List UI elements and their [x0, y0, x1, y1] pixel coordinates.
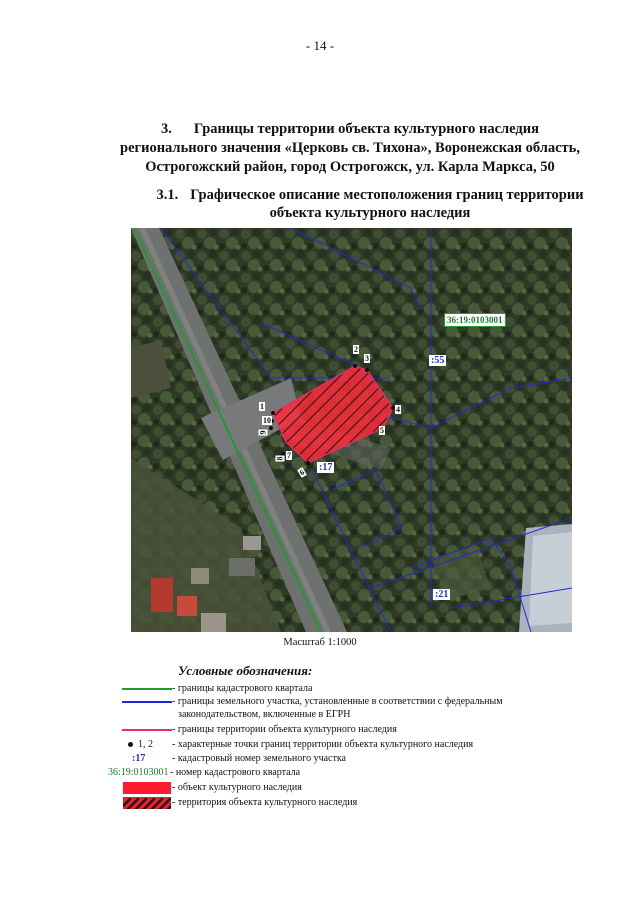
legend-item-heritage-territory: - территория объекта культурного наследия [0, 796, 640, 810]
legend-item-heritage-boundary: - границы территории объекта культурного наследия [0, 723, 640, 737]
map-parcel-label-55: :55 [431, 355, 445, 366]
map-point-2: 2 [354, 345, 358, 354]
map-point-3: 3 [365, 354, 369, 363]
map-scale: Масштаб 1:1000 [283, 637, 357, 648]
legend-item-quarter-number: 36:19:0103001 - номер кадастрового квартала [108, 767, 301, 778]
satellite-map [131, 228, 572, 632]
section-3-1-title-line2: объекта культурного наследия [269, 205, 471, 221]
legend-item-parcel-line: - границы земельного участка, установленные в соответствии с федеральным [0, 695, 640, 709]
map-point-1: 1 [260, 402, 264, 411]
blue-line-icon [122, 701, 172, 703]
map-parcel-label-17: :17 [319, 462, 333, 473]
map-point-6: 6 [298, 467, 306, 478]
section-3-title [100, 120, 600, 177]
page-number: - 14 - [305, 38, 335, 53]
point-icon [128, 742, 133, 747]
legend-item-points: 1, 2 - характерные точки границ территории объекта культурного наследия [0, 738, 640, 752]
map-point-5: 5 [380, 426, 384, 435]
pink-line-icon [122, 729, 172, 731]
section-3-number: 3. [161, 121, 172, 137]
legend-item-quarter-line: - границы кадастрового квартала [0, 682, 640, 696]
map-point-4: 4 [396, 405, 400, 414]
red-rect-icon [123, 782, 171, 794]
legend-item-parcel-line-cont: законодательством, включенные в ЕГРН [178, 709, 351, 720]
map-quarter-label: 36:19:0103001 [444, 313, 506, 327]
legend-item-heritage-object: - объект культурного наследия [0, 781, 640, 795]
section-3-1-number: 3.1. [156, 187, 179, 203]
green-line-icon [122, 688, 172, 690]
map-point-9: 9 [258, 430, 268, 435]
section-3-title-line1: Границы территории объекта культурного наследия [193, 121, 539, 137]
hatched-rect-icon [123, 797, 171, 809]
legend-item-parcel-number: :17 - кадастровый номер земельного участка [132, 753, 346, 764]
legend-title: Условные обозначения: [178, 663, 313, 678]
section-3-1-title [130, 186, 610, 222]
map-point-10: 10 [263, 416, 271, 425]
map-parcel-label-21: :21 [435, 589, 449, 600]
section-3-1-title-line1: Графическое описание местоположения границ территории [190, 187, 584, 203]
map-point-7: 7 [287, 451, 291, 460]
map-point-8: 8 [275, 456, 285, 461]
section-3-title-line3: Острогожский район, город Острогожск, ул. Карла Маркса, 50 [145, 159, 555, 175]
section-3-title-line2: регионального значения «Церковь св. Тихона», Воронежская область, [120, 140, 580, 156]
